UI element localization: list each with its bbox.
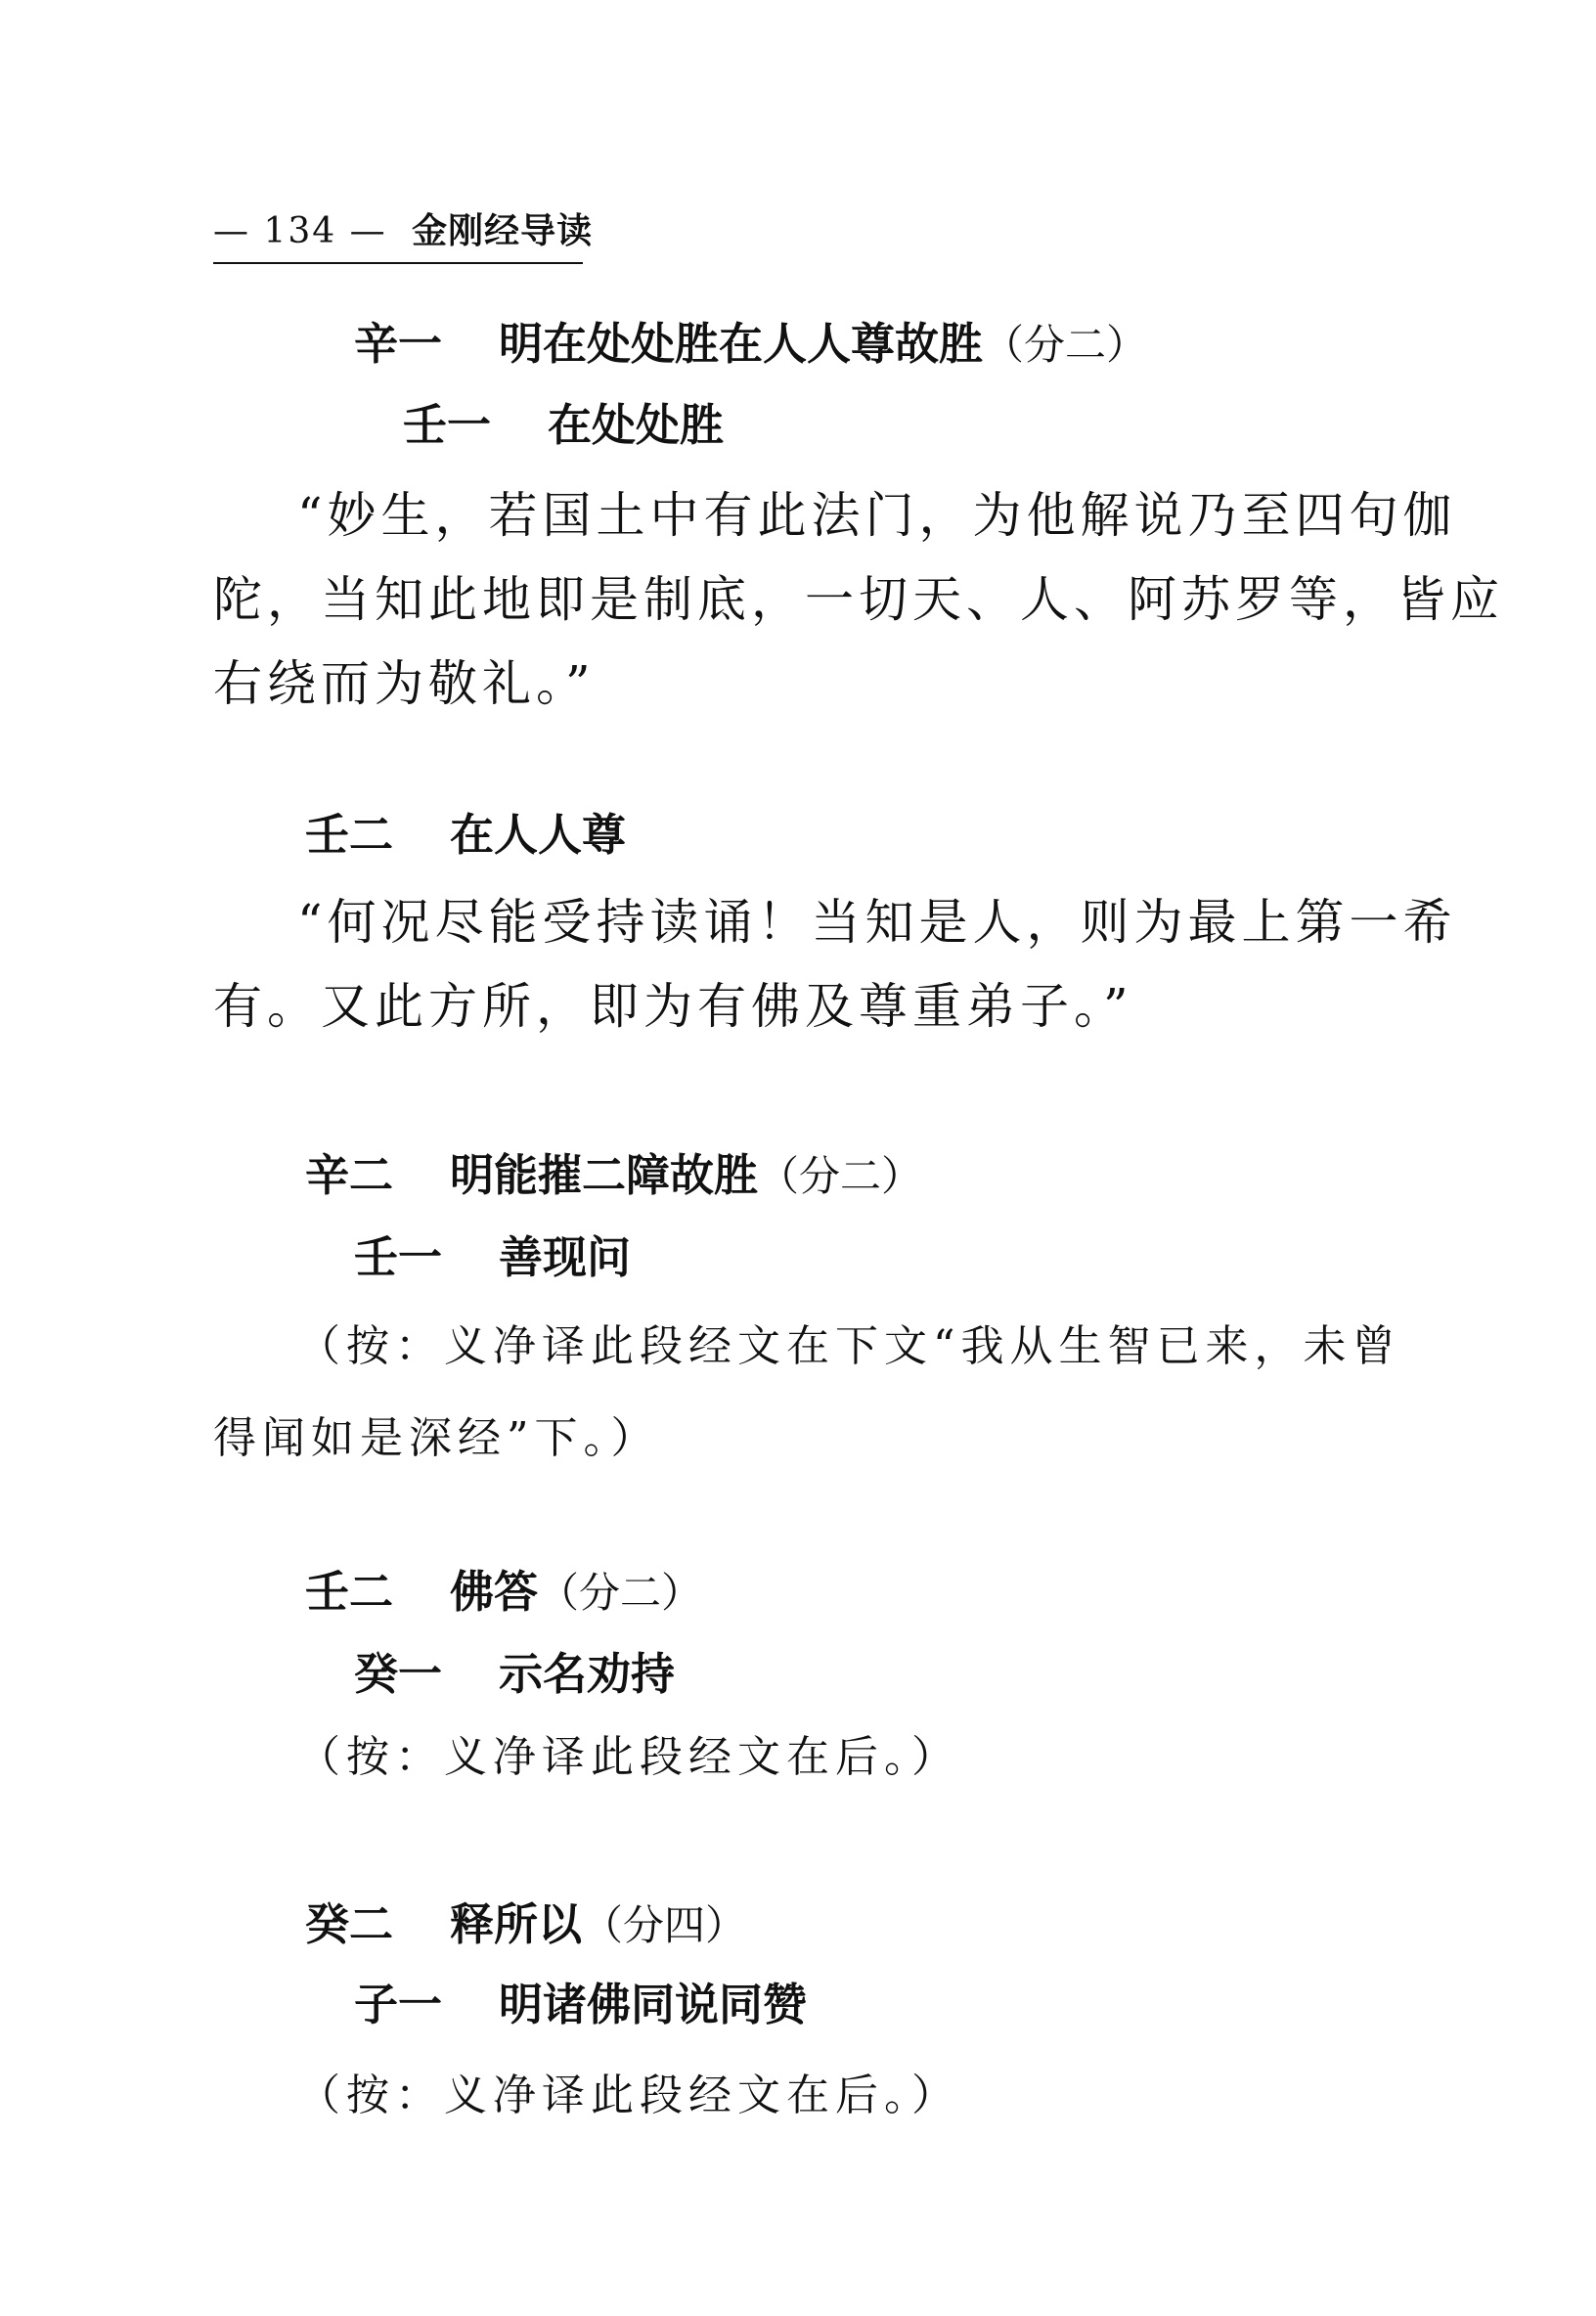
- section-note: （分四）: [582, 1901, 747, 1949]
- section-title: 明能摧二障故胜: [450, 1149, 759, 1201]
- text-line: “妙生，若国土中有此法门，为他解说乃至四句伽: [297, 487, 1457, 544]
- section-title: 释所以: [450, 1898, 583, 1950]
- section-heading: [354, 1976, 807, 2034]
- section-label: 壬二: [305, 809, 394, 861]
- section-title: 示名劝持: [499, 1648, 676, 1700]
- scripture-paragraph: [213, 473, 1504, 726]
- book-title: 金刚经导读: [412, 211, 594, 251]
- text-line: （按：义净译此段经文在后。）: [297, 2071, 960, 2120]
- section-heading: [354, 315, 1147, 375]
- text-line: 右绕而为敬礼。”: [213, 655, 596, 712]
- annotation: [213, 1712, 1401, 1804]
- section-heading: [354, 1645, 675, 1704]
- text-line: 得闻如是深经”下。）: [213, 1413, 660, 1463]
- section-note: （分二）: [758, 1152, 923, 1200]
- section-title: 明诸佛同说同赞: [499, 1979, 808, 2030]
- section-heading: [354, 1228, 631, 1287]
- section-note: （分二）: [983, 321, 1148, 369]
- annotation: [213, 2050, 1401, 2142]
- section-heading: [305, 1146, 922, 1206]
- section-label: 辛一: [354, 318, 443, 370]
- section-label: 壬一: [403, 399, 492, 451]
- text-line: （按：义净译此段经文在后。）: [297, 1732, 960, 1782]
- page-header: [213, 207, 594, 264]
- text-line: “何况尽能受持读诵！当知是人，则为最上第一希: [297, 894, 1457, 951]
- section-label: 壬一: [354, 1231, 443, 1283]
- section-label: 辛二: [305, 1149, 394, 1201]
- section-note: （分二）: [538, 1569, 703, 1617]
- section-heading: [305, 806, 626, 865]
- section-title: 在人人尊: [450, 809, 627, 861]
- section-heading: [403, 396, 724, 455]
- section-heading: [305, 1563, 702, 1623]
- text-line: 有。又此方所，即为有佛及尊重弟子。”: [213, 978, 1133, 1035]
- section-label: 子一: [354, 1979, 443, 2030]
- section-label: 壬二: [305, 1566, 394, 1618]
- section-label: 癸二: [305, 1898, 394, 1950]
- section-title: 佛答: [450, 1566, 539, 1618]
- section-title: 善现问: [499, 1231, 632, 1283]
- annotation: [213, 1301, 1401, 1485]
- section-label: 癸一: [354, 1648, 443, 1700]
- page-number: — 134 —: [213, 211, 387, 251]
- scripture-paragraph: [213, 880, 1457, 1048]
- section-title: 明在处处胜在人人尊故胜: [499, 318, 984, 370]
- section-title: 在处处胜: [548, 399, 725, 451]
- text-line: （按：义净译此段经文在下文“我从生智已来，未曾: [297, 1321, 1401, 1371]
- section-heading: [305, 1895, 746, 1955]
- text-line: 陀，当知此地即是制底，一切天、人、阿苏罗等，皆应: [213, 571, 1504, 628]
